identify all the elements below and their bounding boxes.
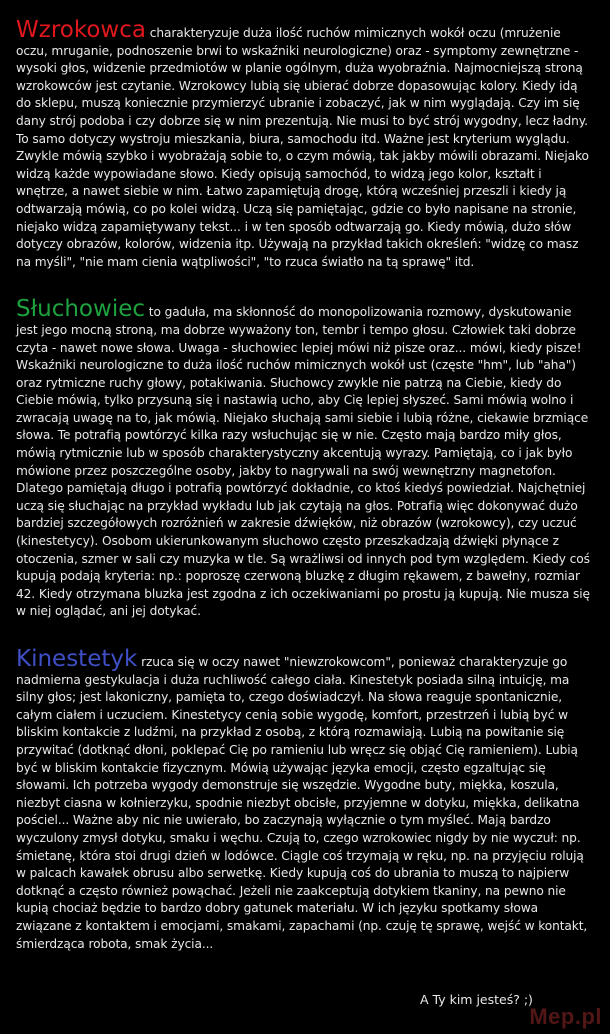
text-sluchowiec: to gaduła, ma skłonność do monopolizowania rozmowy, dyskutowanie jest jego mocną stroną, ma dobrze wyważony ton, tembr i tempo głosu. Człowiek taki dobrze czyta - nawet nowe słowa. Uwaga - słuchowiec lepiej mówi niż pisze oraz... mówi, kiedy pisze! Wskaźniki neurologiczne to duża ilość ruchów mimicznych wokół ust (częste "hm", lub "aha") oraz rytmiczne ruchy głowy, potakiwania. Słuchowcy zwykle nie patrzą na Ciebie, kiedy do Ciebie mówią, tylko przysuną się i nastawią ucho, aby Cię lepiej słyszeć. Sami mówią wolno i zwracają uwagę na to, jak mówią. Niejako słuchają sami siebie i lubią różne, ciekawie brzmiące słowa. Te potrafią powtórzyć kilka razy wsłuchując się w nie. Często mają bardzo miły głos, mówią rytmicznie lub w sposób charakterystyczny akcentują wyrazy. Pamiętają, co i jak było mówione przez poszczególne osoby, jakby to nagrywali na swój wewnętrzny magnetofon. Dlatego pamiętają długo i potrafią powtórzyć dokładnie, co ktoś kiedyś powiedział. Najchętniej uczą się słuchając na przykład wykładu lub jak czytają na głos. Potrafią więc dokonywać dużo bardziej szczegółowych rozróżnień w zakresie dźwięków, niż obrazów (wzrokowcy), czy uczuć (kinestetycy). Osobom ukierunkowanym słuchowo często przeszkadzają dźwięki płynące z otoczenia, szmer w sali czy muzyka w tle. Są wrażliwsi od innych pod tym względem. Kiedy coś kupują podają kryteria: np.: poproszę czerwoną bluzkę z długim rękawem, z bawełny, rozmiar 42. Kiedy otrzymana bluzka jest zgodna z ich oczekiwaniami po prostu ją kupują. Nie musza się w niej oglądać, ani jej dotykać. <box>16 305 590 619</box>
heading-kinestetyk: Kinestetyk <box>16 646 138 672</box>
text-kinestetyk: rzuca się w oczy nawet "niewzrokowcom", ponieważ charakteryzuje go nadmierna gestykulacja i duża ruchliwość całego ciała. Kinestetyk posiada silną intuicję, ma silny głos; jest lakoniczny, pamięta to, czego doświadczył. Na słowa reaguje spontanicznie, całym ciałem i uczuciem. Kinestetycy cenią sobie wygodę, komfort, przestrzeń i lubią być w bliskim kontakcie z ludźmi, na przykład z osobą, z którą rozmawiają. Lubią na powitanie się przywitać (dotknąć dłoni, poklepać Cię po ramieniu lub wręcz się objąć Cię ramieniem). Lubią być w bliskim kontakcie fizycznym. Mówią używając języka emocji, często egzaltując się słowami. Ich potrzeba wygody demonstruje się wszędzie. Wygodne buty, miękka, koszula, niezbyt ciasna w kołnierzyku, spodnie niezbyt obcisłe, przyjemne w dotyku, miękka, delikatna pościel... Ważne aby nic nie uwierało, bo zaczynają wyłącznie o tym myśleć. Mają bardzo wyczulony zmysł dotyku, smaku i węchu. Czują to, czego wzrokowiec nigdy by nie wyczuł: np. śmietanę, która stoi drugi dzień w lodówce. Ciągle coś trzymają w ręku, np. na przyjęciu rolują w palcach kawałek obrusu albo serwetkę. Kiedy kupują coś do ubrania to muszą to najpierw dotknąć a często również powąchać. Jeżeli nie zaakceptują dotykiem tkaniny, na pewno nie kupią chociaż będzie to bardzo dobry gatunek materiału. W ich języku spotkamy słowa związane z kontaktem i emocjami, smakami, zapachami (np. czuję tę sprawę, wejść w kontakt, śmierdząca robota, smak życia... <box>16 655 588 951</box>
article <box>16 17 594 983</box>
heading-wzrokowiec: Wzrokowca <box>16 17 146 43</box>
site-watermark: Mep.pl <box>529 1004 602 1029</box>
heading-sluchowiec: Słuchowiec <box>16 296 146 323</box>
section-wzrokowiec <box>16 17 594 271</box>
section-kinestetyk <box>16 646 594 953</box>
closing-question: A Ty kim jesteś? ;) <box>420 992 533 1007</box>
section-sluchowiec <box>16 296 594 621</box>
text-wzrokowiec: charakteryzuje duża ilość ruchów mimicznych wokół oczu (mrużenie oczu, mruganie, podnoszenie brwi to wskaźniki neurologiczne) oraz - symptomy zewnętrzne - wysoki głos, widzenie przedmiotów w planie ogólnym, duża wyobraźnia. Najmocniejszą stroną wzrokowców jest czytanie. Wzrokowcy lubią się ubierać dobrze dopasowując kolory. Kiedy idą do sklepu, muszą koniecznie przymierzyć ubranie i zobaczyć, jak w nim wyglądają. Czy im się dany strój podoba i czy dobrze się w nim prezentują. Nie musi to być strój wygodny, lecz ładny. To samo dotyczy wystroju mieszkania, biura, samochodu itd. Ważne jest kryterium wyglądu. Zwykle mówią szybko i wyobrażają sobie to, o czym mówią, tak jakby mówili obrazami. Niejako widzą każde wypowiadane słowo. Kiedy opisują samochód, to widzą jego kolor, kształt i wnętrze, a nawet siebie w nim. Łatwo zapamiętują drogę, którą wcześniej przeszli i kiedy ją odtwarzają mówią, co po kolei widzą. Uczą się pamiętając, gdzie co było napisane na stronie, niejako widzą zapamiętywany tekst... i w ten sposób odtwarzają go. Kiedy mówią, dużo słów dotyczy obrazów, kolorów, widzenia itp. Używają na przykład takich określeń: "widzę co masz na myśli", "nie mam cienia wątpliwości", "to rzuca światło na tą sprawę" itd. <box>16 26 589 269</box>
